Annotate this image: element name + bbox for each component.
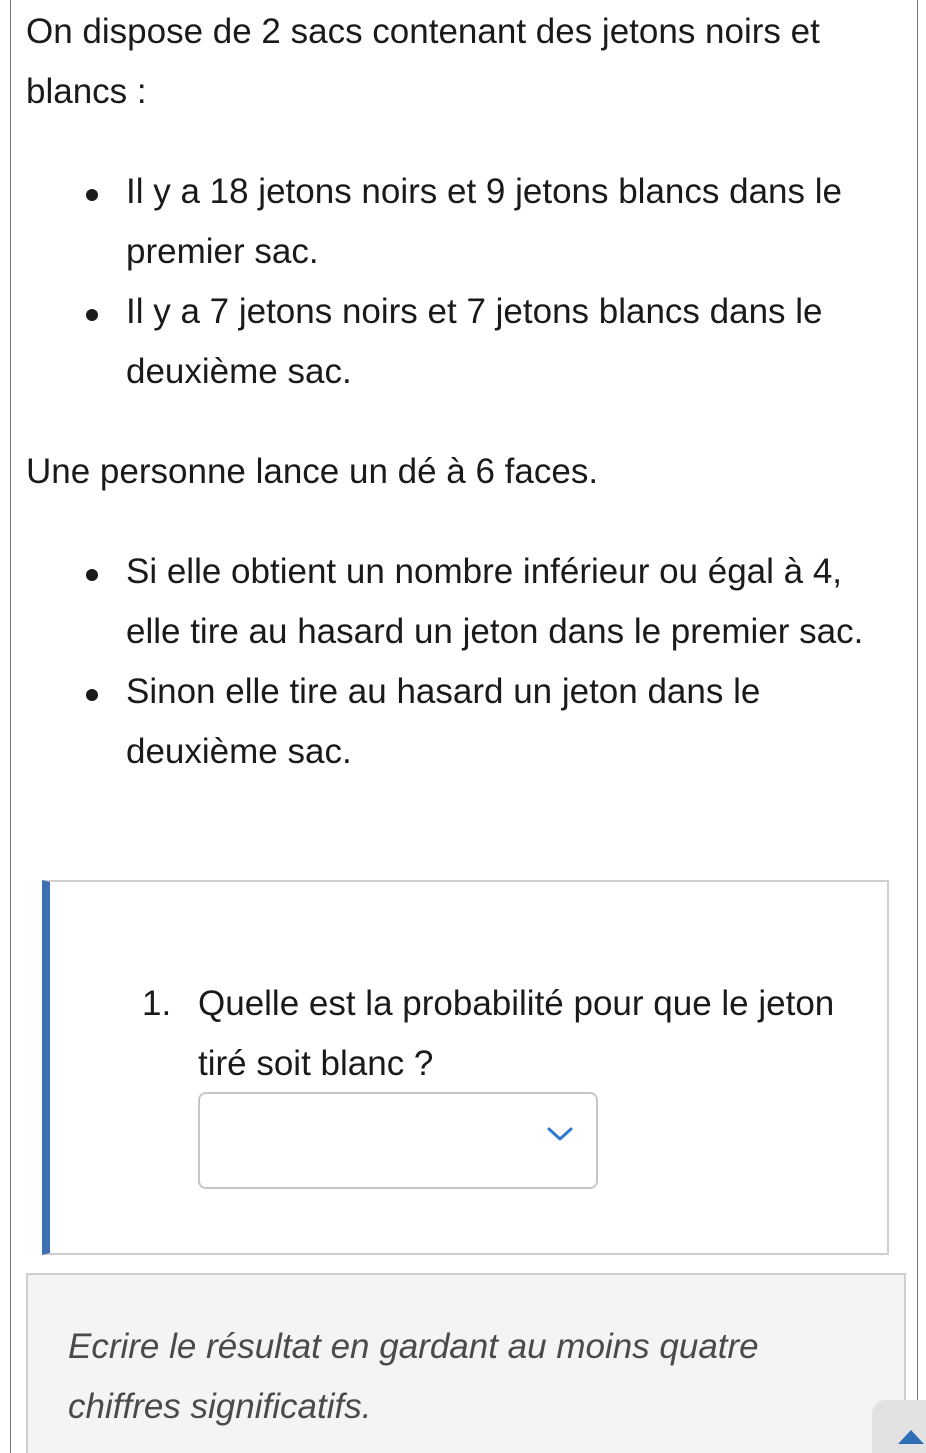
chevron-down-icon (546, 1124, 574, 1144)
hint-box (26, 1273, 906, 1453)
answer-dropdown[interactable] (198, 1092, 598, 1189)
intro-text: On dispose de 2 sacs contenant des jetons noirs et blancs : (26, 12, 820, 111)
hint-text: Ecrire le résultat en gardant au moins quatre chiffres significatifs. (68, 1327, 759, 1426)
bags-list (82, 162, 902, 402)
question-number: 1. (142, 984, 172, 1023)
draw-rules-list (82, 542, 912, 782)
list-item (82, 542, 866, 662)
question-text: Quelle est la probabilité pour que le jeton tiré soit blanc ? (198, 984, 835, 1083)
bag-2-text: Il y a 7 jetons noirs et 7 jetons blancs dans le deuxième sac. (126, 292, 823, 391)
question-box (42, 880, 889, 1255)
list-item (82, 162, 866, 282)
draw-rule-1-text: Si elle obtient un nombre inférieur ou égal à 4, elle tire au hasard un jeton dans le premier sac. (126, 552, 864, 651)
bullet-icon (86, 309, 98, 321)
bullet-icon (86, 189, 98, 201)
scroll-to-top-button[interactable] (872, 1400, 926, 1453)
draw-rule-2-text: Sinon elle tire au hasard un jeton dans le deuxième sac. (126, 672, 761, 771)
list-item (82, 282, 866, 402)
scroll-to-top-icon (898, 1430, 924, 1444)
list-item (82, 662, 866, 782)
bullet-icon (86, 689, 98, 701)
dice-roll-text: Une personne lance un dé à 6 faces. (26, 452, 599, 491)
bag-1-text: Il y a 18 jetons noirs et 9 jetons blancs dans le premier sac. (126, 172, 842, 271)
bullet-icon (86, 569, 98, 581)
